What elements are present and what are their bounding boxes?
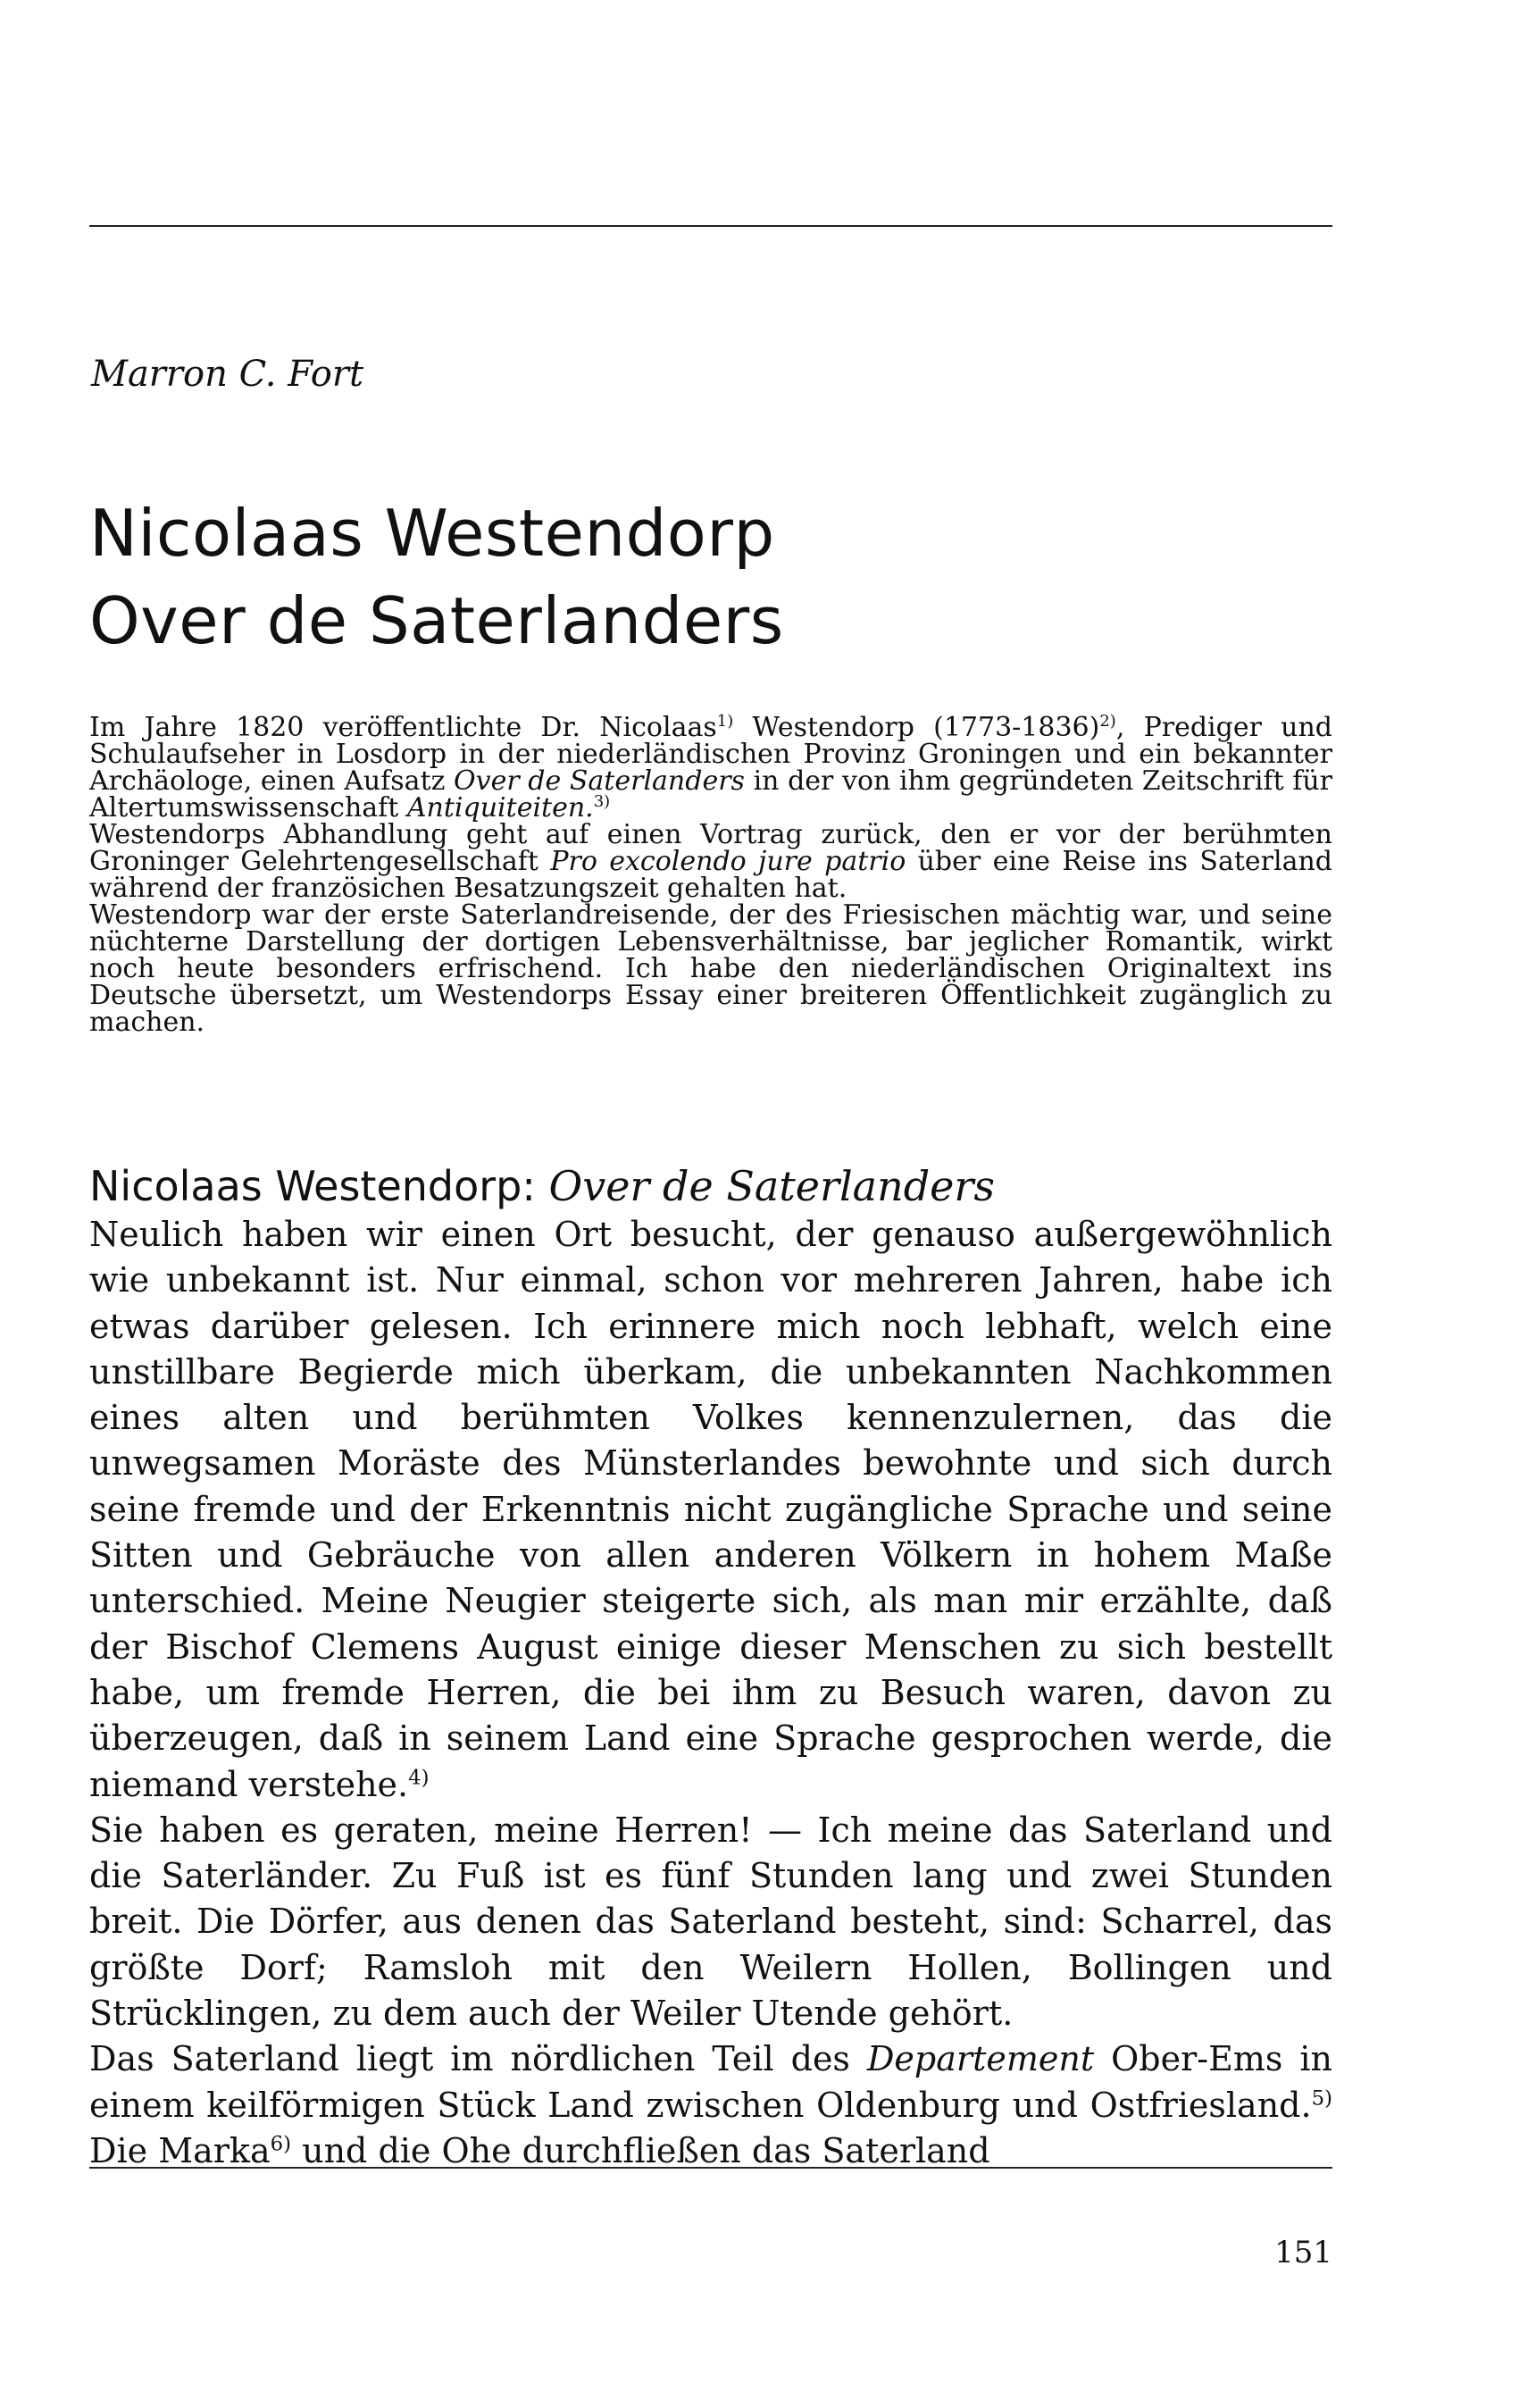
intro-text: Westendorps Abhandlung geht auf einen Vortrag zurück, den er vor der berühmten Groninger Gelehrtengesellschaft — [89, 819, 1332, 877]
footnote-ref-5: 5) — [1311, 2086, 1332, 2110]
body-text-run: Die Marka — [89, 2130, 271, 2170]
body-paragraph-2: Sie haben es geraten, meine Herren! — Ich meine das Saterland und die Saterländer. Zu Fuß ist es fünf Stunden lang und zwei Stunden breit. Die Dörfer, aus denen das Saterland besteht, sind: Scharrel, das größte Dorf; Ramsloh mit den Weilern Hollen, Bollingen und Strücklingen, zu dem auch der Weiler Utende gehört. — [89, 1810, 1332, 2034]
author-name: Marron C. Fort — [91, 354, 364, 395]
title-line-2: Over de Saterlanders — [89, 583, 784, 658]
intro-text: Westendorp (1773-1836) — [733, 712, 1100, 743]
body-paragraph-1 — [89, 1212, 1332, 1808]
body-paragraph-3 — [89, 2036, 1332, 2174]
bottom-rule — [89, 2167, 1332, 2169]
title-line-1: Nicolaas Westendorp — [89, 496, 775, 571]
footnote-ref-6: 6) — [270, 2132, 292, 2156]
section-heading-italic: Over de Saterlanders — [548, 1162, 995, 1210]
article-title — [89, 489, 784, 665]
body-text — [89, 1212, 1332, 2174]
intro-text: , Prediger und Schulaufseher in Losdorp in der niederländischen Provinz Groningen und ein bekannter Archäologe, einen Aufsatz — [89, 712, 1332, 797]
intro-text: in der von ihm gegründeten Zeitschrift für Altertumswissenschaft — [89, 765, 1332, 824]
footnote-ref-2: 2) — [1099, 712, 1116, 731]
journal-title: Antiquiteiten. — [406, 792, 594, 824]
page-number: 151 — [1274, 2235, 1332, 2270]
society-name: Pro excolendo jure patrio — [550, 846, 906, 877]
body-text-run: Das Saterland liegt im nördlichen Teil des — [89, 2039, 867, 2079]
body-text-run: Neulich haben wir einen Ort besucht, der genauso außergewöhnlich wie unbekannt ist. Nur einmal, schon vor mehreren Jahren, habe ich etwas darüber gelesen. Ich erinnere mich noch lebhaft, welch eine unstillbare Begierde mich überkam, die unbekannten Nachkommen eines alten und berühmten Volkes kennenzulernen, das die unwegsamen Moräste des Münsterlandes bewohnte und sich durch seine fremde und der Erkenntnis nicht zugängliche Sprache und seine Sitten und Gebräuche von allen anderen Völkern in hohem Maße unterschied. Meine Neugier steigerte sich, als man mir erzählte, daß der Bischof Clemens August einige dieser Menschen zu sich bestellt habe, um fremde Herren, die bei ihm zu Besuch waren, davon zu überzeugen, daß in seinem Land eine Sprache gesprochen werde, die niemand verstehe. — [89, 1215, 1332, 1804]
footnote-ref-3: 3) — [593, 792, 611, 811]
essay-title: Over de Saterlanders — [454, 765, 745, 797]
section-heading — [89, 1161, 995, 1211]
body-text-run: und die Ohe durchfließen das Saterland — [291, 2130, 990, 2170]
section-heading-text: Nicolaas Westendorp: — [89, 1162, 549, 1210]
intro-block — [89, 712, 1333, 1038]
intro-paragraph-2 — [89, 819, 1333, 904]
intro-text: Im Jahre 1820 veröffentlichte Dr. Nicolaas — [89, 712, 717, 743]
intro-paragraph-1 — [89, 712, 1332, 824]
footnote-ref-1: 1) — [716, 712, 734, 731]
intro-paragraph-3: Westendorp war der erste Saterlandreisende, der des Friesischen mächtig war, und seine nüchterne Darstellung der dortigen Lebensverhältnisse, bar jeglicher Romantik, wirkt noch heute besonders erfrischend. Ich habe den niederländischen Originaltext ins Deutsche übersetzt, um Westendorps Essay einer breiteren Öffentlichkeit zugänglich zu machen. — [89, 899, 1332, 1038]
intro-text: über eine Reise ins Saterland während der französichen Besatzungszeit gehalten hat. — [89, 846, 1333, 904]
top-rule — [89, 225, 1332, 227]
departement-term: Departement — [866, 2039, 1095, 2079]
body-text-run: Ober-Ems in einem keilförmigen Stück Land zwischen Oldenburg und Ostfriesland. — [89, 2039, 1333, 2125]
footnote-ref-4: 4) — [408, 1765, 430, 1789]
